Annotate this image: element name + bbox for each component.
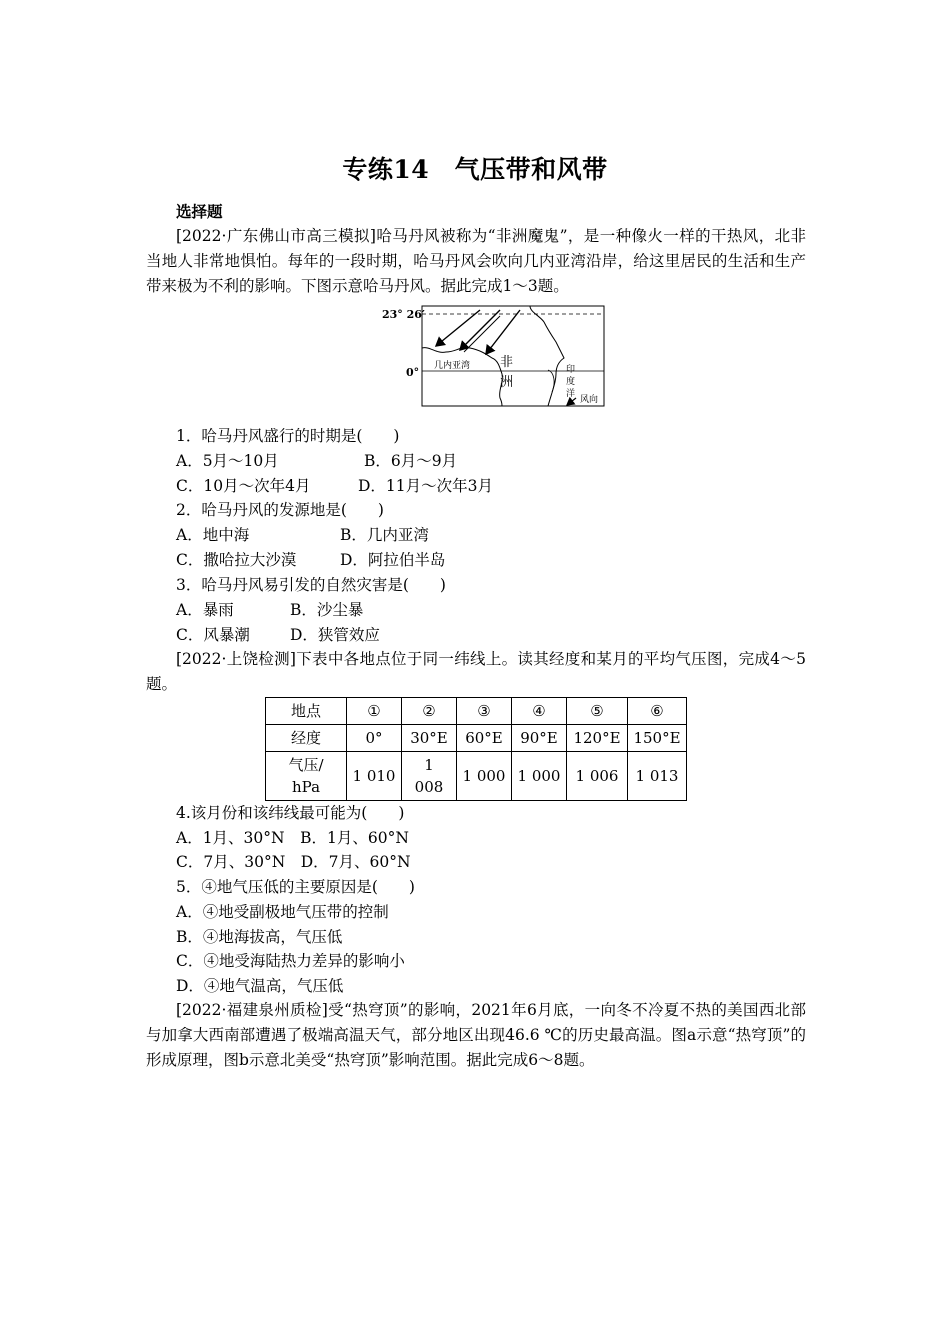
table-row-pressure [266,752,687,801]
africa-label-2: 洲 [500,375,514,390]
pressure-label-line-1: 气压/ [288,756,324,774]
table-cell: 90°E [512,725,567,752]
q5-stem: 5．④地气压低的主要原因是( ) [176,878,415,896]
table-cell: 120°E [567,725,628,752]
q3-stem: 3．哈马丹风易引发的自然灾害是( ) [176,576,446,594]
legend-label: 风向 [580,395,599,405]
intro-paragraph-3: [2022·福建泉州质检]受“热穹顶”的影响，2021年6月底，一向冬不冷夏不热的美国西北部与加拿大西南部遭遇了极端高温天气，部分地区出现46.6 ℃的历史最高温。图a示意“热穹顶”的形成原理，图b示意北美受“热穹顶”影响范围。据此完成6～8题。 [146,1001,806,1069]
africa-east-coast [530,306,564,406]
q3-option-a: A．暴雨 [176,601,234,619]
q1-stem: 1．哈马丹风盛行的时期是( ) [176,427,400,445]
table-cell: 1 013 [628,752,687,801]
pressure-value-line-2: 008 [414,778,444,796]
table-cell: ③ [457,698,512,725]
table-cell: 1 010 [347,752,402,801]
wind-arrow-3 [486,310,520,354]
q1-option-d: D．11月～次年3月 [358,477,494,495]
q3-option-b: B．沙尘暴 [290,601,364,619]
equator-label: 0° [406,366,420,379]
table-cell-pressure-label [266,752,347,801]
pressure-table [265,697,687,801]
table-cell: ⑤ [567,698,628,725]
table-cell: 150°E [628,725,687,752]
table-cell-split [402,752,457,801]
table-cell: 1 000 [457,752,512,801]
pressure-label-line-2: hPa [291,778,321,796]
table-cell: 1 000 [512,752,567,801]
gulf-label: 几内亚湾 [434,361,471,371]
wind-arrow-1-inner [464,316,500,352]
tropic-label: 23° 26′ [382,308,425,321]
madagascar-outline [548,370,554,392]
q2-stem: 2．哈马丹风的发源地是( ) [176,501,384,519]
q4-options-ab: A．1月、30°N B．1月、60°N [176,829,409,847]
q1-option-c: C．10月～次年4月 [176,477,311,495]
ocean-label-1: 印 [566,365,576,375]
section-label: 选择题 [176,202,223,221]
table-row-header [266,698,687,725]
table-cell: ④ [512,698,567,725]
q5-option-d: D．④地气温高，气压低 [176,977,344,995]
wind-arrow-1 [436,310,480,346]
q4-options-cd: C．7月、30°N D．7月、60°N [176,853,411,871]
q1-option-a: A．5月～10月 [176,452,279,470]
table-cell: 地点 [266,698,347,725]
q2-option-b: B．几内亚湾 [340,526,429,544]
intro-paragraph-2: [2022·上饶检测]下表中各地点位于同一纬线上。读其经度和某月的平均气压图，完成4～5题。 [146,650,806,693]
africa-west-coast [422,348,502,406]
table-cell: 30°E [402,725,457,752]
q5-option-b: B．④地海拔高，气压低 [176,928,343,946]
table-cell: ⑥ [628,698,687,725]
legend-arrow-icon [567,398,576,405]
table-cell: 0° [347,725,402,752]
q2-option-a: A．地中海 [176,526,250,544]
q3-option-d: D．狭管效应 [290,626,380,644]
q5-option-c: C．④地受海陆热力差异的影响小 [176,952,405,970]
q3-option-c: C．风暴潮 [176,626,250,644]
intro-paragraph-1: [2022·广东佛山市高三模拟]哈马丹风被称为“非洲魔鬼”，是一种像火一样的干热风，北非当地人非常地惧怕。每年的一段时期，哈马丹风会吹向几内亚湾沿岸，给这里居民的生活和生产带来极为不利的影响。下图示意哈马丹风。据此完成1～3题。 [146,227,806,295]
q4-stem: 4.该月份和该纬线最可能为( ) [176,804,405,822]
table-cell: ① [347,698,402,725]
page-title: 专练14 气压带和风带 [342,155,608,184]
ocean-label-2: 度 [566,377,576,387]
q2-option-d: D．阿拉伯半岛 [340,551,446,569]
table-cell: 1 006 [567,752,628,801]
q2-option-c: C．撒哈拉大沙漠 [176,551,297,569]
ocean-label-3: 洋 [566,389,576,399]
table-cell: 经度 [266,725,347,752]
table-row-longitude [266,725,687,752]
pressure-value-line-1: 1 [424,756,434,774]
q5-option-a: A．④地受副极地气压带的控制 [176,903,389,921]
harmattan-map [380,302,610,410]
table-cell: 60°E [457,725,512,752]
africa-label-1: 非 [500,355,514,370]
q1-option-b: B．6月～9月 [364,452,458,470]
table-cell: ② [402,698,457,725]
